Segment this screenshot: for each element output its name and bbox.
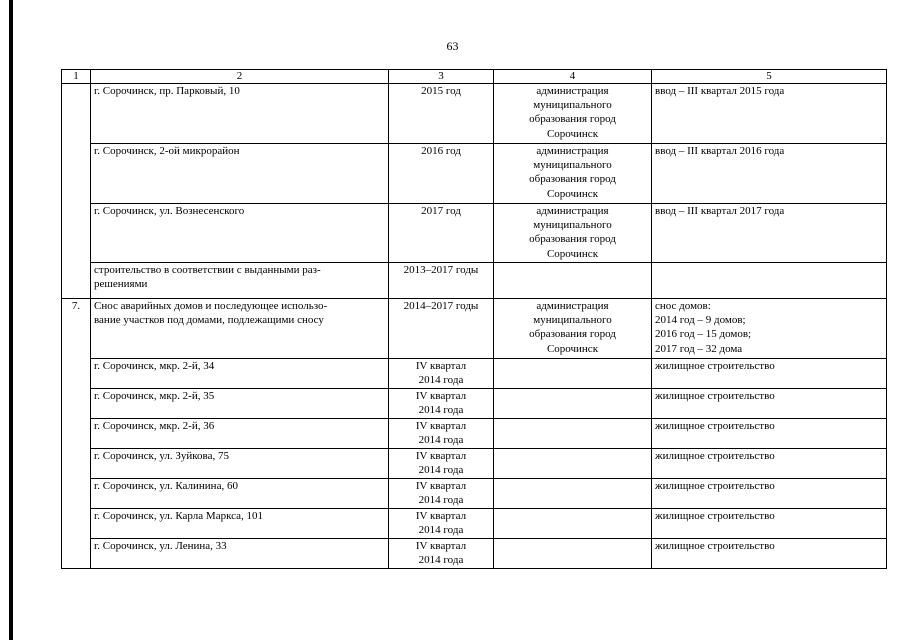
result-cell: ввод – III квартал 2015 года xyxy=(652,84,887,144)
year-cell: IV квартал 2014 года xyxy=(389,539,494,569)
responsible-cell xyxy=(494,479,652,509)
result-cell: жилищное строительство xyxy=(652,419,887,449)
responsible-cell xyxy=(494,539,652,569)
object-cell: г. Сорочинск, пр. Парковый, 10 xyxy=(91,84,389,144)
header-cell: 5 xyxy=(652,70,887,84)
result-cell: жилищное строительство xyxy=(652,479,887,509)
year-cell: 2015 год xyxy=(389,84,494,144)
table-row xyxy=(62,359,887,389)
result-cell: ввод – III квартал 2017 года xyxy=(652,204,887,263)
header-cell: 3 xyxy=(389,70,494,84)
document-table xyxy=(61,69,887,569)
row-number-cell xyxy=(62,84,91,299)
result-cell: жилищное строительство xyxy=(652,539,887,569)
responsible-cell: администрация муниципального образования город Сорочинск xyxy=(494,204,652,263)
object-cell: строительство в соответствии с выданными раз- решениями xyxy=(91,263,389,299)
table-row xyxy=(62,449,887,479)
header-cell: 1 xyxy=(62,70,91,84)
object-cell: г. Сорочинск, мкр. 2-й, 34 xyxy=(91,359,389,389)
table-row xyxy=(62,84,887,144)
result-cell: жилищное строительство xyxy=(652,359,887,389)
responsible-cell xyxy=(494,263,652,299)
table-row xyxy=(62,204,887,263)
year-cell: IV квартал 2014 года xyxy=(389,389,494,419)
table-body xyxy=(62,70,887,569)
header-cell: 4 xyxy=(494,70,652,84)
header-cell: 2 xyxy=(91,70,389,84)
object-cell: Снос аварийных домов и последующее использо- вание участков под домами, подлежащими сносу xyxy=(91,299,389,359)
header-row xyxy=(62,70,887,84)
object-cell: г. Сорочинск, ул. Ленина, 33 xyxy=(91,539,389,569)
responsible-cell: администрация муниципального образования город Сорочинск xyxy=(494,84,652,144)
responsible-cell xyxy=(494,509,652,539)
table-row xyxy=(62,539,887,569)
row-number-cell: 7. xyxy=(62,299,91,569)
result-cell: жилищное строительство xyxy=(652,449,887,479)
scan-edge-bar xyxy=(9,0,13,640)
responsible-cell: администрация муниципального образования город Сорочинск xyxy=(494,144,652,204)
year-cell: 2017 год xyxy=(389,204,494,263)
table-row xyxy=(62,419,887,449)
object-cell: г. Сорочинск, ул. Зуйкова, 75 xyxy=(91,449,389,479)
year-cell: 2016 год xyxy=(389,144,494,204)
result-cell: снос домов: 2014 год – 9 домов; 2016 год – 15 домов; 2017 год – 32 дома xyxy=(652,299,887,359)
table-row xyxy=(62,144,887,204)
object-cell: г. Сорочинск, 2-ой микрорайон xyxy=(91,144,389,204)
result-cell xyxy=(652,263,887,299)
object-cell: г. Сорочинск, мкр. 2-й, 35 xyxy=(91,389,389,419)
table-row xyxy=(62,479,887,509)
object-cell: г. Сорочинск, ул. Вознесенского xyxy=(91,204,389,263)
year-cell: IV квартал 2014 года xyxy=(389,479,494,509)
table-row xyxy=(62,509,887,539)
year-cell: 2014–2017 годы xyxy=(389,299,494,359)
table-row xyxy=(62,263,887,299)
result-cell: жилищное строительство xyxy=(652,389,887,419)
responsible-cell xyxy=(494,389,652,419)
responsible-cell xyxy=(494,359,652,389)
object-cell: г. Сорочинск, ул. Карла Маркса, 101 xyxy=(91,509,389,539)
year-cell: IV квартал 2014 года xyxy=(389,509,494,539)
object-cell: г. Сорочинск, мкр. 2-й, 36 xyxy=(91,419,389,449)
responsible-cell: администрация муниципального образования город Сорочинск xyxy=(494,299,652,359)
year-cell: IV квартал 2014 года xyxy=(389,449,494,479)
responsible-cell xyxy=(494,449,652,479)
section-7-row xyxy=(62,299,887,359)
year-cell: 2013–2017 годы xyxy=(389,263,494,299)
result-cell: ввод – III квартал 2016 года xyxy=(652,144,887,204)
result-cell: жилищное строительство xyxy=(652,509,887,539)
responsible-cell xyxy=(494,419,652,449)
year-cell: IV квартал 2014 года xyxy=(389,359,494,389)
table-row xyxy=(62,389,887,419)
year-cell: IV квартал 2014 года xyxy=(389,419,494,449)
page-number: 63 xyxy=(446,39,459,53)
object-cell: г. Сорочинск, ул. Калинина, 60 xyxy=(91,479,389,509)
